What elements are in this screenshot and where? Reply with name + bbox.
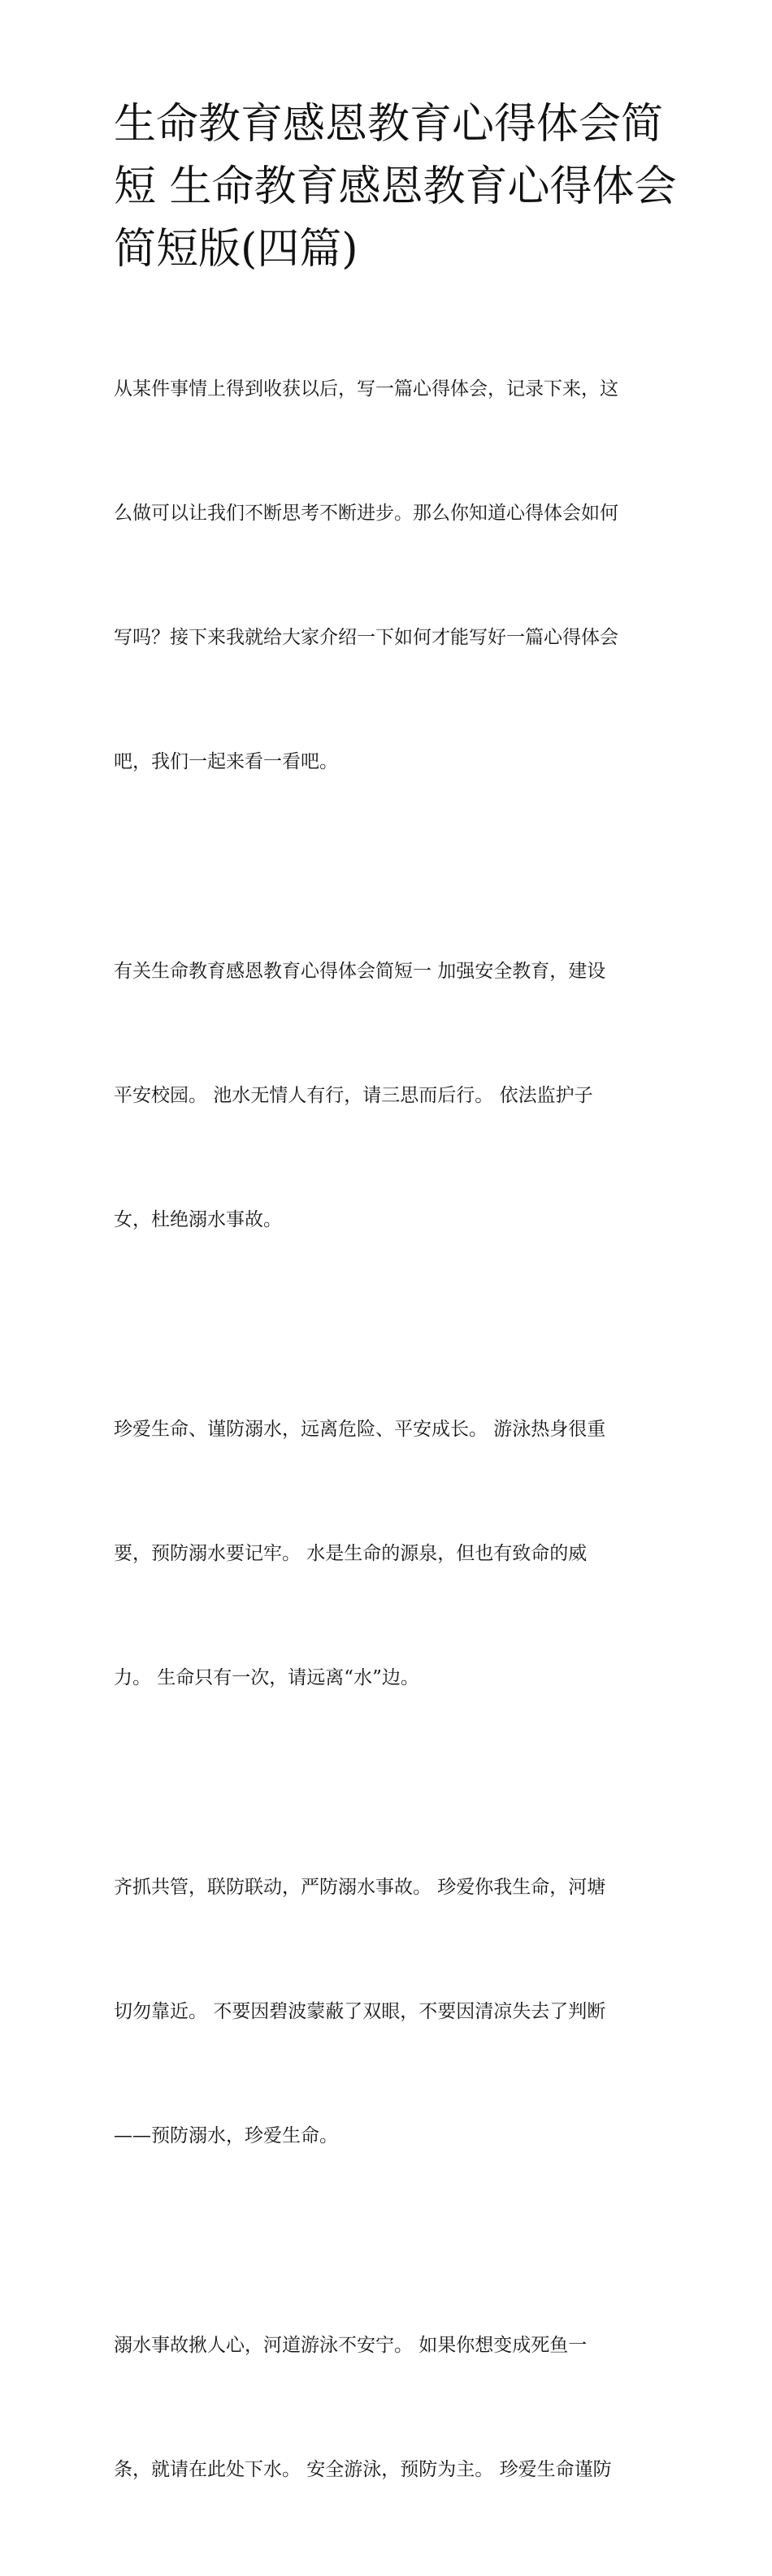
- title-line: 简短版(四篇): [114, 225, 358, 274]
- text-line: 么做可以让我们不断思考不断进步。那么你知道心得体会如何: [114, 503, 618, 524]
- text-line: 要，预防溺水要记牢。 水是生命的源泉，但也有致命的威: [114, 1543, 588, 1564]
- document-body: [114, 286, 666, 2576]
- paragraph-cherish-life: [114, 1326, 666, 1782]
- text-line: 平安校园。 池水无情人有行，请三思而后行。 依法监护子: [114, 1085, 593, 1106]
- title-line: 短 生命教育感恩教育心得体会: [114, 162, 677, 211]
- text-line: 珍爱生命、谨防溺水，远离危险、平安成长。 游泳热身很重: [114, 1419, 606, 1440]
- paragraph-drowning-accidents: [114, 2242, 666, 2574]
- document-title: [114, 93, 677, 281]
- title-line: 生命教育感恩教育心得体会简: [114, 100, 664, 149]
- text-line: 条，就请在此处下水。 安全游泳，预防为主。 珍爱生命谨防: [114, 2459, 612, 2480]
- text-line: 齐抓共管，联防联动，严防溺水事故。 珍爱你我生命，河塘: [114, 1877, 606, 1898]
- text-line: ——预防溺水，珍爱生命。: [114, 2125, 338, 2146]
- text-line: 力。 生命只有一次，请远离“水”边。: [114, 1667, 419, 1688]
- paragraph-safety-education: [114, 868, 666, 1324]
- text-line: 写吗？接下来我就给大家介绍一下如何才能写好一篇心得体会: [114, 627, 618, 648]
- paragraph-intro: [114, 286, 666, 866]
- text-line: 女，杜绝溺水事故。: [114, 1209, 282, 1230]
- text-line: 切勿靠近。 不要因碧波蒙蔽了双眼，不要因清凉失去了判断: [114, 2001, 606, 2022]
- text-line: 吧，我们一起来看一看吧。: [114, 751, 338, 772]
- text-line: 有关生命教育感恩教育心得体会简短一 加强安全教育，建设: [114, 961, 606, 982]
- text-line: 从某件事情上得到收获以后，写一篇心得体会，记录下来，这: [114, 378, 618, 400]
- text-line: 溺水事故揪人心，河道游泳不安宁。 如果你想变成死鱼一: [114, 2335, 588, 2356]
- paragraph-joint-management: [114, 1784, 666, 2240]
